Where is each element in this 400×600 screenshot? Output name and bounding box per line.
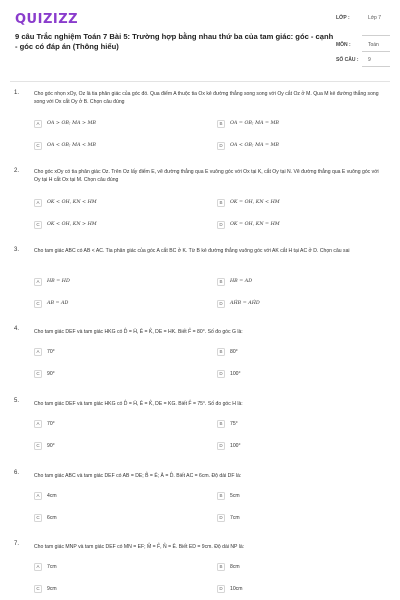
answer-option-b[interactable]: [217, 418, 365, 429]
answer-option-a[interactable]: [34, 418, 182, 429]
option-text: OK < OH, KN > HM: [47, 222, 97, 227]
option-letter: B: [217, 278, 225, 286]
option-letter: D: [217, 442, 225, 450]
option-text: OA > OB; MA > MB: [47, 121, 96, 126]
answer-option-c[interactable]: [34, 583, 182, 594]
question-number: 1.: [14, 90, 20, 96]
answer-option-a[interactable]: [34, 118, 182, 129]
class-value: Lớp 7: [368, 15, 382, 21]
option-text: OA = OB; MA = MB: [230, 121, 279, 126]
option-text: 10cm: [230, 585, 243, 592]
count-value: 9: [368, 57, 371, 63]
option-text: 7cm: [230, 514, 240, 521]
option-letter: A: [34, 563, 42, 571]
option-letter: D: [217, 370, 225, 378]
option-letter: C: [34, 585, 42, 593]
option-text: 90°: [47, 370, 55, 377]
subject-underline: [362, 51, 390, 52]
option-text: 75°: [230, 420, 238, 427]
answer-option-d[interactable]: [217, 440, 365, 451]
option-letter: B: [217, 199, 225, 207]
answer-option-d[interactable]: [217, 219, 365, 230]
subject-value: Toán: [368, 42, 379, 48]
answer-option-d[interactable]: [217, 140, 365, 151]
option-text: OK = OH, KN = HM: [230, 222, 280, 227]
option-text: OK = OH, KN < HM: [230, 200, 280, 205]
count-label: SỐ CÂU :: [336, 57, 359, 63]
question-number: 7.: [14, 541, 20, 547]
answer-option-c[interactable]: [34, 298, 182, 309]
option-letter: C: [34, 300, 42, 308]
answer-option-a[interactable]: [34, 490, 182, 501]
question-number: 6.: [14, 470, 20, 476]
option-text: 5cm: [230, 492, 240, 499]
option-text: 70°: [47, 420, 55, 427]
answer-option-b[interactable]: [217, 490, 365, 501]
option-text: OA < OB; MA = MB: [230, 143, 279, 148]
question-text: Cho tam giác DEF và tam giác HKG có D̂ = Ĥ, Ê = K̂, DE = KG. Biết F̂ = 75°. Số đo góc H là:: [34, 401, 243, 407]
answer-option-c[interactable]: [34, 512, 182, 523]
option-letter: C: [34, 370, 42, 378]
question-number: 2.: [14, 168, 20, 174]
option-text: 100°: [230, 370, 241, 377]
question-text: Cho tam giác ABC có AB < AC. Tia phân giác của góc A cắt BC ở K. Từ B kẻ đường thẳng vuông góc với AK cắt H tại AC ở D. Chọn câu sai: [34, 248, 350, 254]
answer-option-d[interactable]: [217, 298, 365, 309]
question-text: Cho tam giác ABC và tam giác DEF có AB = DE; B̂ = Ê; Â = D̂. Biết AC = 6cm. Độ dài DF là:: [34, 473, 242, 479]
option-letter: C: [34, 442, 42, 450]
option-letter: A: [34, 492, 42, 500]
option-text: 70°: [47, 348, 55, 355]
option-letter: B: [217, 120, 225, 128]
option-text: HB = HD: [47, 279, 70, 284]
option-letter: A: [34, 199, 42, 207]
subject-label: MÔN :: [336, 42, 351, 48]
option-text: 90°: [47, 442, 55, 449]
option-text: 80°: [230, 348, 238, 355]
question-number: 4.: [14, 326, 20, 332]
option-letter: A: [34, 420, 42, 428]
answer-option-c[interactable]: [34, 368, 182, 379]
option-text: OA < OB; MA < MB: [47, 143, 96, 148]
option-letter: D: [217, 514, 225, 522]
question-text: Cho góc xOy có tia phân giác Oz. Trên Oz lấy điểm E, vẽ đường thẳng qua E vuông góc với Ox tại K, cắt Oy tại N. Vẽ đường thẳng qua E vuông góc với Oy tại H cắt Ox tại M. Chọn câu đúng: [34, 169, 379, 183]
option-letter: D: [217, 221, 225, 229]
option-letter: D: [217, 142, 225, 150]
answer-option-c[interactable]: [34, 440, 182, 451]
answer-option-c[interactable]: [34, 219, 182, 230]
answer-option-b[interactable]: [217, 197, 365, 208]
header-divider: [10, 81, 390, 82]
option-text: 8cm: [230, 563, 240, 570]
answer-option-b[interactable]: [217, 276, 365, 287]
option-text: 4cm: [47, 492, 57, 499]
option-letter: C: [34, 221, 42, 229]
question-text: Cho tam giác DEF và tam giác HKG có D̂ = Ĥ, Ê = K̂, DE = HK. Biết F̂ = 80°. Số đo góc G là:: [34, 329, 243, 335]
option-letter: A: [34, 120, 42, 128]
class-underline: [362, 35, 390, 36]
option-text: 9cm: [47, 585, 57, 592]
option-text: 6cm: [47, 514, 57, 521]
question-number: 5.: [14, 398, 20, 404]
answer-option-d[interactable]: [217, 368, 365, 379]
option-letter: B: [217, 563, 225, 571]
answer-option-a[interactable]: [34, 346, 182, 357]
option-letter: C: [34, 142, 42, 150]
option-text: OK < OH, KN < HM: [47, 200, 97, 205]
option-letter: C: [34, 514, 42, 522]
answer-option-a[interactable]: [34, 276, 182, 287]
option-text: AB = AD: [47, 301, 69, 306]
answer-option-b[interactable]: [217, 118, 365, 129]
class-label: LỚP :: [336, 15, 350, 21]
answer-option-c[interactable]: [34, 140, 182, 151]
answer-option-b[interactable]: [217, 346, 365, 357]
question-text: Cho tam giác MNP và tam giác DEF có MN = EF; M̂ = F̂, N̂ = Ê. Biết ED = 9cm. Độ dài NP là:: [34, 544, 245, 550]
answer-option-d[interactable]: [217, 583, 365, 594]
option-text: 100°: [230, 442, 241, 449]
option-letter: A: [34, 278, 42, 286]
option-text: HB = AD: [230, 279, 253, 284]
worksheet-title: 9 câu Trắc nghiệm Toán 7 Bài 5: Trường hợp bằng nhau thứ ba của tam giác: góc - cạnh - góc có đáp án (Thông hiểu): [15, 32, 334, 51]
count-underline: [362, 66, 390, 67]
question-number: 3.: [14, 247, 20, 253]
option-letter: D: [217, 585, 225, 593]
option-letter: D: [217, 300, 225, 308]
answer-option-a[interactable]: [34, 197, 182, 208]
question-text: Cho góc nhọn xOy, Oz là tia phân giác của góc đó. Qua điểm A thuộc tia Ox kẻ đường thẳng song song với Oy cắt Oz ở M. Qua M kẻ đường thẳng song song với Ox cắt Oy ở B. Chọn câu đúng: [34, 91, 379, 105]
option-letter: B: [217, 348, 225, 356]
option-letter: B: [217, 420, 225, 428]
quizizz-logo: QUIZIZZ: [15, 12, 79, 27]
option-letter: B: [217, 492, 225, 500]
answer-option-b[interactable]: [217, 561, 365, 572]
answer-option-a[interactable]: [34, 561, 182, 572]
option-letter: A: [34, 348, 42, 356]
option-text: AĤB = AĤD: [230, 301, 260, 306]
option-text: 7cm: [47, 563, 57, 570]
answer-option-d[interactable]: [217, 512, 365, 523]
